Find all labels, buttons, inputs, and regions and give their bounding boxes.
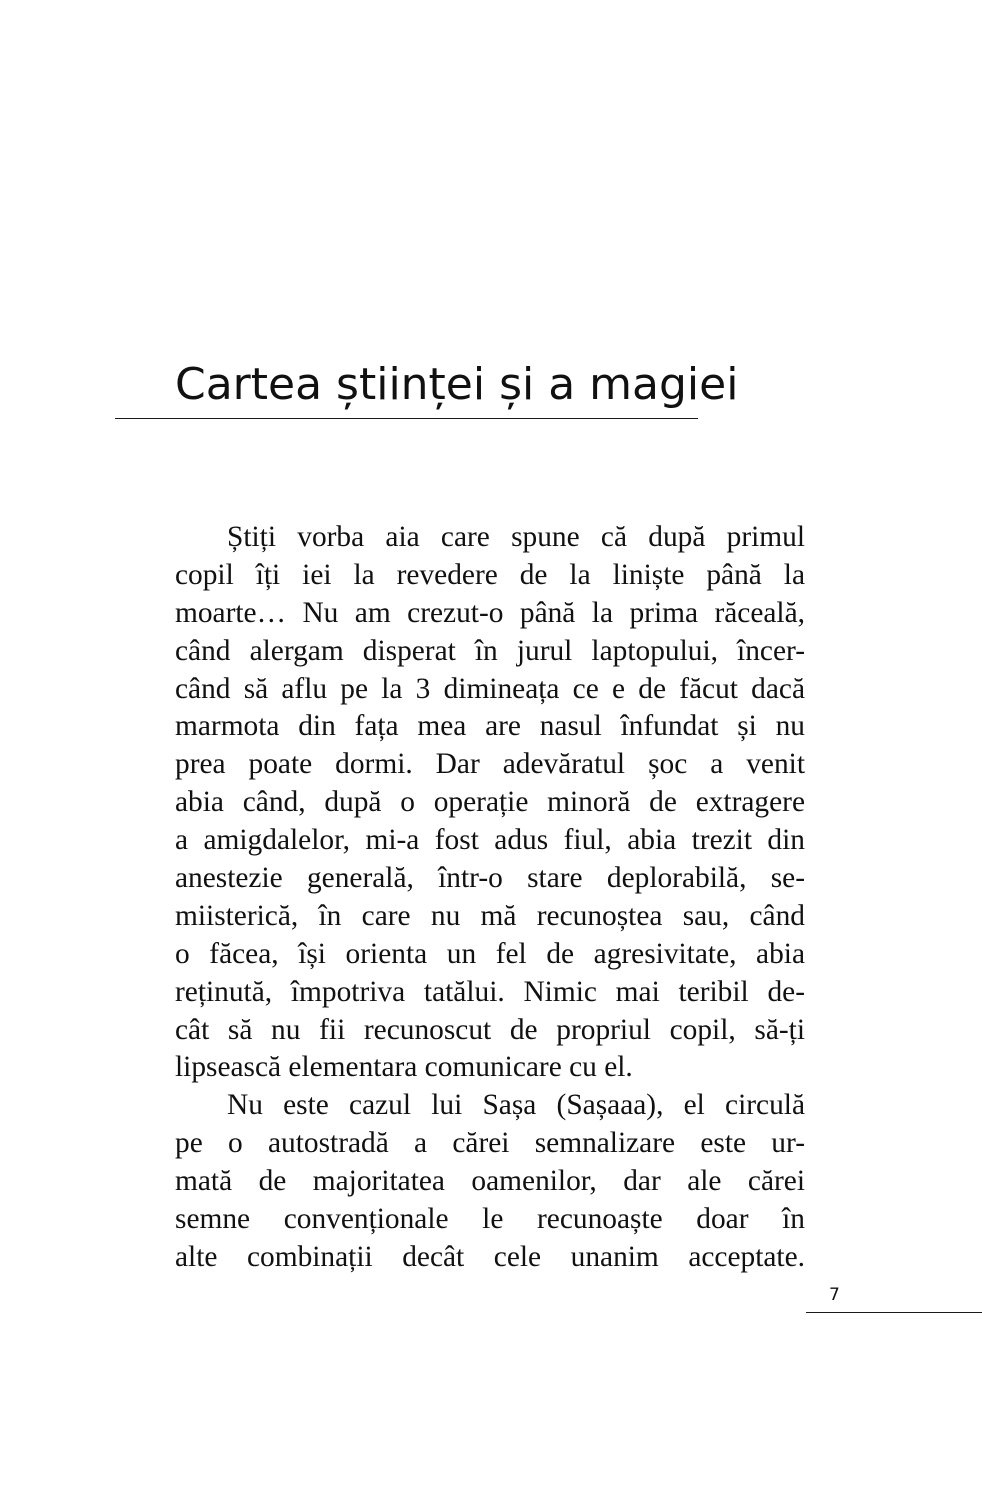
paragraph-1-line-2: copil îți iei la revedere de la liniște până la <box>175 558 805 591</box>
paragraph-1-line-12: o făcea, își orienta un fel de agresivitate, abia <box>175 937 805 970</box>
paragraph-1-line-6: marmota din fața mea are nasul înfundat și nu <box>175 710 805 743</box>
paragraph-1-line-5: când să aflu pe la 3 dimineața ce e de făcut dacă <box>175 672 805 705</box>
paragraph-1-line-8: abia când, după o operație minoră de extragere <box>175 786 805 819</box>
body-text <box>175 519 805 1277</box>
title-underline-rule <box>115 418 698 419</box>
footer-rule <box>806 1312 982 1313</box>
paragraph-1-line-13: reținută, împotriva tatălui. Nimic mai teribil de- <box>175 975 805 1008</box>
paragraph-2-line-1: Nu este cazul lui Sașa (Sașaaa), el circulă <box>227 1089 805 1122</box>
paragraph-2-line-3: mată de majoritatea oamenilor, dar ale cărei <box>175 1165 805 1198</box>
paragraph-2-line-2: pe o autostradă a cărei semnalizare este ur- <box>175 1127 805 1160</box>
paragraph-1-line-15: lipsească elementara comunicare cu el. <box>175 1051 633 1084</box>
paragraph-1-line-10: anestezie generală, într-o stare deplorabilă, se- <box>175 862 805 895</box>
paragraph-1-line-3: moarte… Nu am crezut-o până la prima răceală, <box>175 596 805 629</box>
paragraph-2-line-4: semne convenționale le recunoaște doar în <box>175 1203 805 1236</box>
paragraph-1-line-11: miisterică, în care nu mă recunoștea sau, când <box>175 899 805 932</box>
paragraph-1-line-1: Știți vorba aia care spune că după primul <box>227 521 805 553</box>
paragraph-1-line-7: prea poate dormi. Dar adevăratul șoc a venit <box>175 748 805 781</box>
paragraph-1-line-9: a amigdalelor, mi-a fost adus fiul, abia trezit din <box>175 824 805 857</box>
paragraph-2-line-5: alte combinații decât cele unanim acceptate. <box>175 1240 805 1273</box>
page-number: 7 <box>829 1285 840 1305</box>
paragraph-1-line-4: când alergam disperat în jurul laptopului, încer- <box>175 634 805 667</box>
chapter-title: Cartea științei și a magiei <box>175 359 739 410</box>
paragraph-1-line-14: cât să nu fii recunoscut de propriul copil, să-ți <box>175 1013 805 1046</box>
